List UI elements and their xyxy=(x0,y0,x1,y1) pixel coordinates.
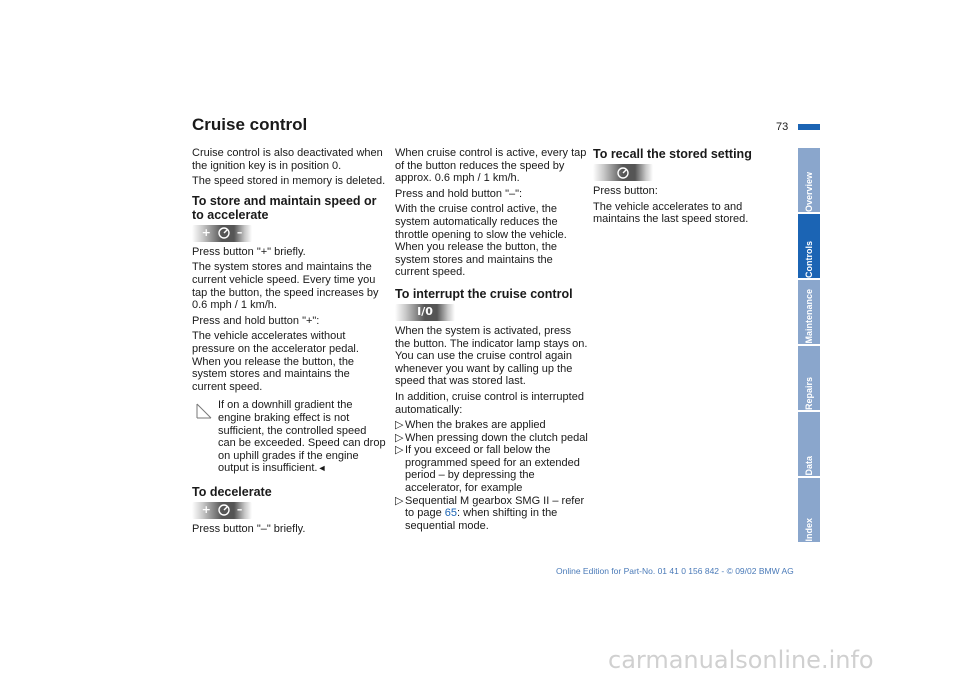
page-link[interactable]: 65 xyxy=(444,507,458,520)
cruise-resume-button-icon xyxy=(593,164,653,181)
cruise-gauge-icon xyxy=(217,227,231,239)
io-button-icon: I/0 xyxy=(395,304,455,321)
paragraph: The vehicle accelerates to and maintains the last speed stored. xyxy=(593,200,749,226)
list-item: ▷ Sequential M gearbox SMG II – refer to page 65: when shifting in the sequential mode. xyxy=(395,494,585,532)
cruise-gauge-icon xyxy=(616,167,630,179)
tab-overview[interactable]: Overview xyxy=(798,148,820,212)
interrupt-conditions-list xyxy=(395,419,589,532)
paragraph: In addition, cruise control is interrupted automatically: xyxy=(395,390,584,416)
plus-cruise-minus-button-icon: + – xyxy=(192,502,252,519)
note-block xyxy=(192,399,386,475)
paragraph: With the cruise control active, the system automatically reduces the throttle opening to slow the vehicle. When you release the button, the system stores and maintains the current speed. xyxy=(395,203,567,279)
tab-controls[interactable]: Controls xyxy=(798,214,820,278)
page-number-marker xyxy=(798,124,820,130)
column-2 xyxy=(395,147,589,532)
list-item: ▷ If you exceed or fall below the programmed speed for an extended period – by depressing the accelerator, for example xyxy=(395,444,580,495)
list-item: ▷ When the brakes are applied xyxy=(395,419,546,432)
paragraph: When cruise control is active, every tap of the button reduces the speed by approx. 0.6 mph / 1 km/h. xyxy=(395,147,587,185)
paragraph: The system stores and maintains the current vehicle speed. Every time you tap the button, the speed increases by 0.6 mph / 1 km/h. xyxy=(192,261,379,312)
section-heading-store: To store and maintain speed or to accelerate xyxy=(192,193,377,222)
triangle-note-icon xyxy=(196,403,212,419)
section-heading-decelerate: To decelerate xyxy=(192,484,272,499)
section-tabs xyxy=(798,148,820,544)
page-number: 73 xyxy=(776,121,789,133)
plus-cruise-minus-button-icon: + – xyxy=(192,225,252,242)
paragraph: Press and hold button "+": xyxy=(192,314,320,327)
section-heading-interrupt: To interrupt the cruise control xyxy=(395,286,573,301)
section-heading-recall: To recall the stored setting xyxy=(593,147,752,161)
end-mark: ◄ xyxy=(317,463,327,474)
paragraph: Cruise control is also deactivated when the ignition key is in position 0. xyxy=(192,147,383,172)
column-3 xyxy=(593,147,775,229)
note-text: If on a downhill gradient the engine braking effect is not sufficient, the controlled speed can be exceeded. Speed can drop on uphill grades if the engine output is insufficient. xyxy=(218,399,386,475)
list-item: ▷ When pressing down the clutch pedal xyxy=(395,431,588,444)
paragraph: When the system is activated, press the button. The indicator lamp stays on. You can use the cruise control again whenever you want by calling up the speed that was stored last. xyxy=(395,324,588,388)
cruise-gauge-icon xyxy=(217,504,231,516)
column-1 xyxy=(192,147,386,538)
watermark: carmanualsonline.info xyxy=(608,646,874,674)
paragraph: Press button "–" briefly. xyxy=(192,522,306,535)
paragraph: The speed stored in memory is deleted. xyxy=(192,175,386,188)
tab-maintenance[interactable]: Maintenance xyxy=(798,280,820,344)
tab-repairs[interactable]: Repairs xyxy=(798,346,820,410)
paragraph: Press button: xyxy=(593,185,658,197)
footer-edition-note: Online Edition for Part-No. 01 41 0 156 842 - © 09/02 BMW AG xyxy=(556,566,794,576)
paragraph: The vehicle accelerates without pressure on the accelerator pedal. When you release the button, the system stores and maintains the current speed. xyxy=(192,330,359,393)
page-title: Cruise control xyxy=(192,115,308,134)
paragraph: Press and hold button "–": xyxy=(395,187,523,200)
paragraph: Press button "+" briefly. xyxy=(192,245,306,258)
tab-index[interactable]: Index xyxy=(798,478,820,542)
tab-data[interactable]: Data xyxy=(798,412,820,476)
